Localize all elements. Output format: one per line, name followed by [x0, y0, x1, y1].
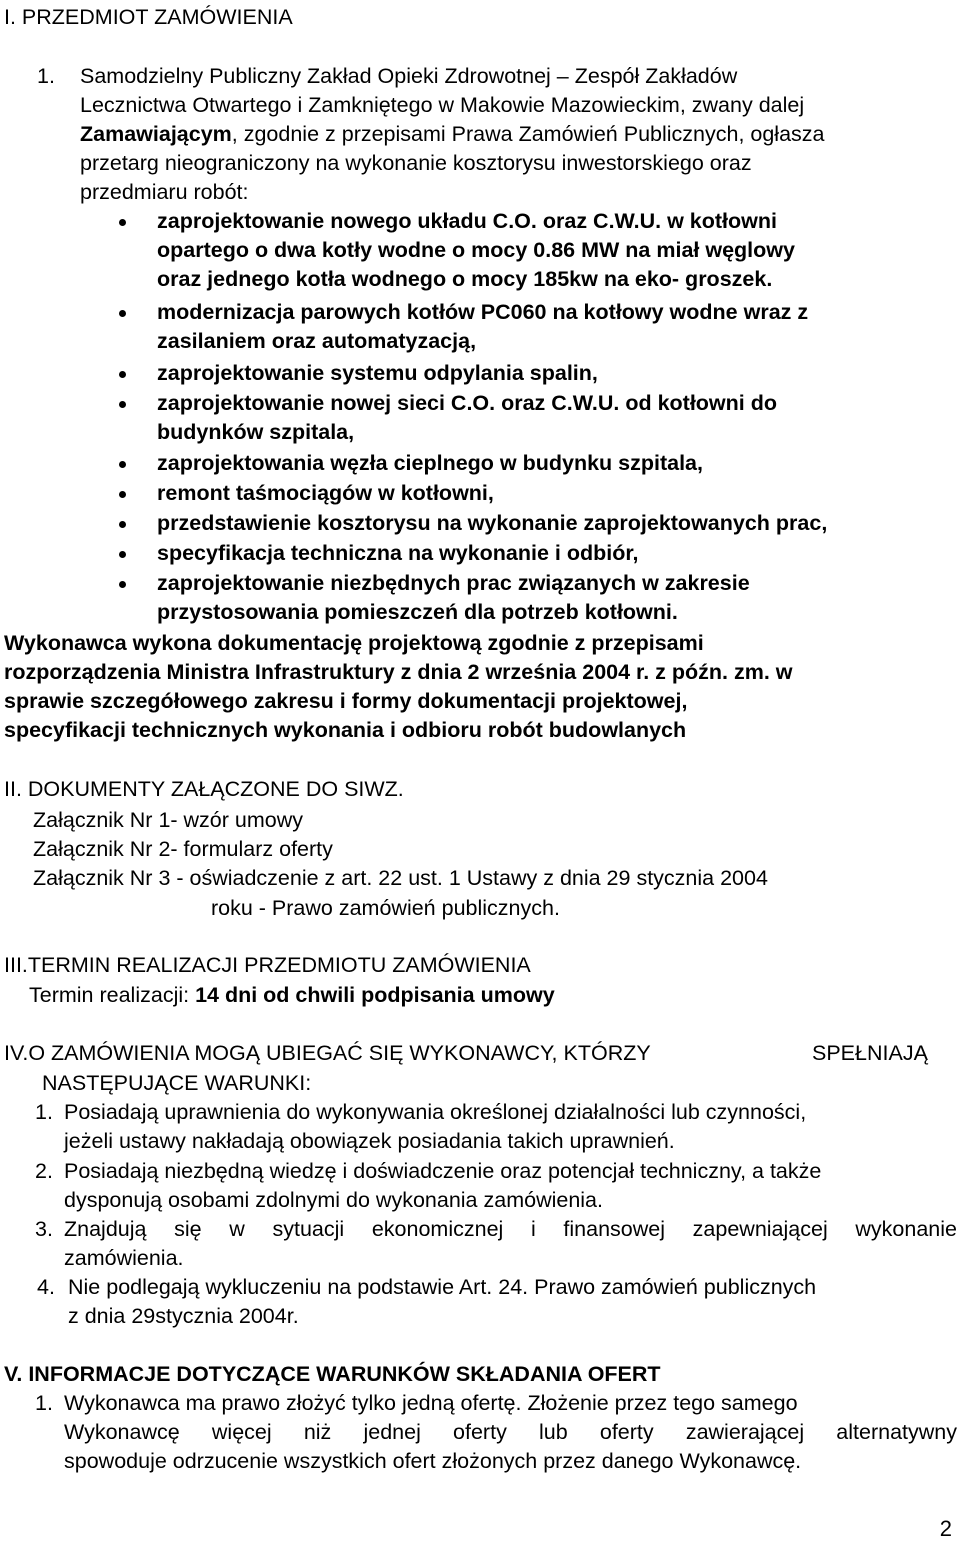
- bullet-icon: [119, 371, 126, 378]
- bullet-icon: [119, 491, 126, 498]
- closing-line: Wykonawca wykona dokumentację projektową zgodnie z przepisami: [4, 631, 704, 655]
- bullet-text: zasilaniem oraz automatyzacją,: [157, 329, 477, 353]
- condition-line: z dnia 29stycznia 2004r.: [68, 1304, 299, 1328]
- bullet-text: budynków szpitala,: [157, 420, 355, 444]
- section-4-heading-line2: NASTĘPUJĄCE WARUNKI:: [42, 1071, 312, 1095]
- bullet-icon: [119, 521, 126, 528]
- closing-line: rozporządzenia Ministra Infrastruktury z dnia 2 września 2004 r. z późn. zm. w: [4, 660, 793, 684]
- section-3-heading: III.TERMIN REALIZACJI PRZEDMIOTU ZAMÓWIENIA: [4, 953, 531, 977]
- bullet-text: opartego o dwa kotły wodne o mocy 0.86 MW na miał węglowy: [157, 238, 795, 262]
- bullet-text: zaprojektowanie nowej sieci C.O. oraz C.W.U. od kotłowni do: [157, 391, 777, 415]
- condition-line: Znajdują się w sytuacji ekonomicznej i finansowej zapewniającej wykonanie: [64, 1217, 957, 1241]
- intro-line: Lecznictwa Otwartego i Zamkniętego w Makowie Mazowieckim, zwany dalej: [80, 93, 805, 117]
- section-4-heading-end: SPEŁNIAJĄ: [812, 1041, 928, 1065]
- offer-line: Wykonawca ma prawo złożyć tylko jedną ofertę. Złożenie przez tego samego: [64, 1391, 798, 1415]
- intro-bold-word: Zamawiającym: [80, 122, 232, 146]
- bullet-icon: [119, 310, 126, 317]
- bullet-icon: [119, 551, 126, 558]
- section-2-heading: II. DOKUMENTY ZAŁĄCZONE DO SIWZ.: [4, 777, 404, 801]
- bullet-text: zaprojektowanie nowego układu C.O. oraz C.W.U. w kotłowni: [157, 209, 777, 233]
- condition-number: 3.: [35, 1217, 53, 1241]
- term-value: 14 dni od chwili podpisania umowy: [195, 983, 555, 1007]
- intro-line: przetarg nieograniczony na wykonanie kosztorysu inwestorskiego oraz: [80, 151, 752, 175]
- bullet-text: przedstawienie kosztorysu na wykonanie zaprojektowanych prac,: [157, 511, 828, 535]
- offer-item-number: 1.: [35, 1391, 53, 1415]
- condition-line: Posiadają niezbędną wiedzę i doświadczenie oraz potencjał techniczny, a także: [64, 1159, 822, 1183]
- offer-line: Wykonawcę więcej niż jednej oferty lub oferty zawierającej alternatywny: [64, 1420, 957, 1444]
- condition-number: 1.: [35, 1100, 53, 1124]
- condition-line: dysponują osobami zdolnymi do wykonania zamówienia.: [64, 1188, 603, 1212]
- bullet-text: przystosowania pomieszczeń dla potrzeb kotłowni.: [157, 600, 678, 624]
- attachment-line: Załącznik Nr 1- wzór umowy: [33, 808, 303, 832]
- condition-line: zamówienia.: [64, 1246, 184, 1270]
- item-number: 1.: [37, 64, 55, 88]
- condition-number: 4.: [37, 1275, 55, 1299]
- intro-line: [80, 120, 825, 149]
- intro-line: Samodzielny Publiczny Zakład Opieki Zdrowotnej – Zespół Zakładów: [80, 64, 738, 88]
- condition-number: 2.: [35, 1159, 53, 1183]
- section-4-heading: IV.O ZAMÓWIENIA MOGĄ UBIEGAĆ SIĘ WYKONAWCY, KTÓRZY: [4, 1041, 651, 1065]
- bullet-text: specyfikacja techniczna na wykonanie i odbiór,: [157, 541, 639, 565]
- offer-line: spowoduje odrzucenie wszystkich ofert złożonych przez danego Wykonawcę.: [64, 1449, 802, 1473]
- bullet-text: zaprojektowania węzła cieplnego w budynku szpitala,: [157, 451, 703, 475]
- section-1-heading: I. PRZEDMIOT ZAMÓWIENIA: [4, 5, 293, 29]
- bullet-text: oraz jednego kotła wodnego o mocy 185kw na eko- groszek.: [157, 267, 773, 291]
- term-label: Termin realizacji:: [29, 983, 196, 1007]
- condition-line: jeżeli ustawy nakładają obowiązek posiadania takich uprawnień.: [64, 1129, 675, 1153]
- intro-line-rest: , zgodnie z przepisami Prawa Zamówień Publicznych, ogłasza: [231, 122, 825, 146]
- page-number: 2: [939, 1516, 952, 1541]
- attachment-line: Załącznik Nr 3 - oświadczenie z art. 22 ust. 1 Ustawy z dnia 29 stycznia 2004: [33, 866, 768, 890]
- bullet-icon: [119, 219, 126, 226]
- attachment-line: roku - Prawo zamówień publicznych.: [211, 896, 560, 920]
- bullet-text: modernizacja parowych kotłów PC060 na kotłowy wodne wraz z: [157, 300, 809, 324]
- section-5-heading: V. INFORMACJE DOTYCZĄCE WARUNKÓW SKŁADANIA OFERT: [4, 1362, 661, 1386]
- term-line: [29, 981, 555, 1010]
- bullet-icon: [119, 581, 126, 588]
- condition-line: Posiadają uprawnienia do wykonywania określonej działalności lub czynności,: [64, 1100, 807, 1124]
- closing-line: sprawie szczegółowego zakresu i formy dokumentacji projektowej,: [4, 689, 688, 713]
- bullet-text: remont taśmociągów w kotłowni,: [157, 481, 494, 505]
- closing-line: specyfikacji technicznych wykonania i odbioru robót budowlanych: [4, 718, 687, 742]
- intro-line: przedmiaru robót:: [80, 180, 249, 204]
- attachment-line: Załącznik Nr 2- formularz oferty: [33, 837, 333, 861]
- bullet-icon: [119, 461, 126, 468]
- bullet-icon: [119, 401, 126, 408]
- bullet-text: zaprojektowanie systemu odpylania spalin,: [157, 361, 598, 385]
- condition-line: Nie podlegają wykluczeniu na podstawie Art. 24. Prawo zamówień publicznych: [68, 1275, 817, 1299]
- bullet-text: zaprojektowanie niezbędnych prac związanych w zakresie: [157, 571, 750, 595]
